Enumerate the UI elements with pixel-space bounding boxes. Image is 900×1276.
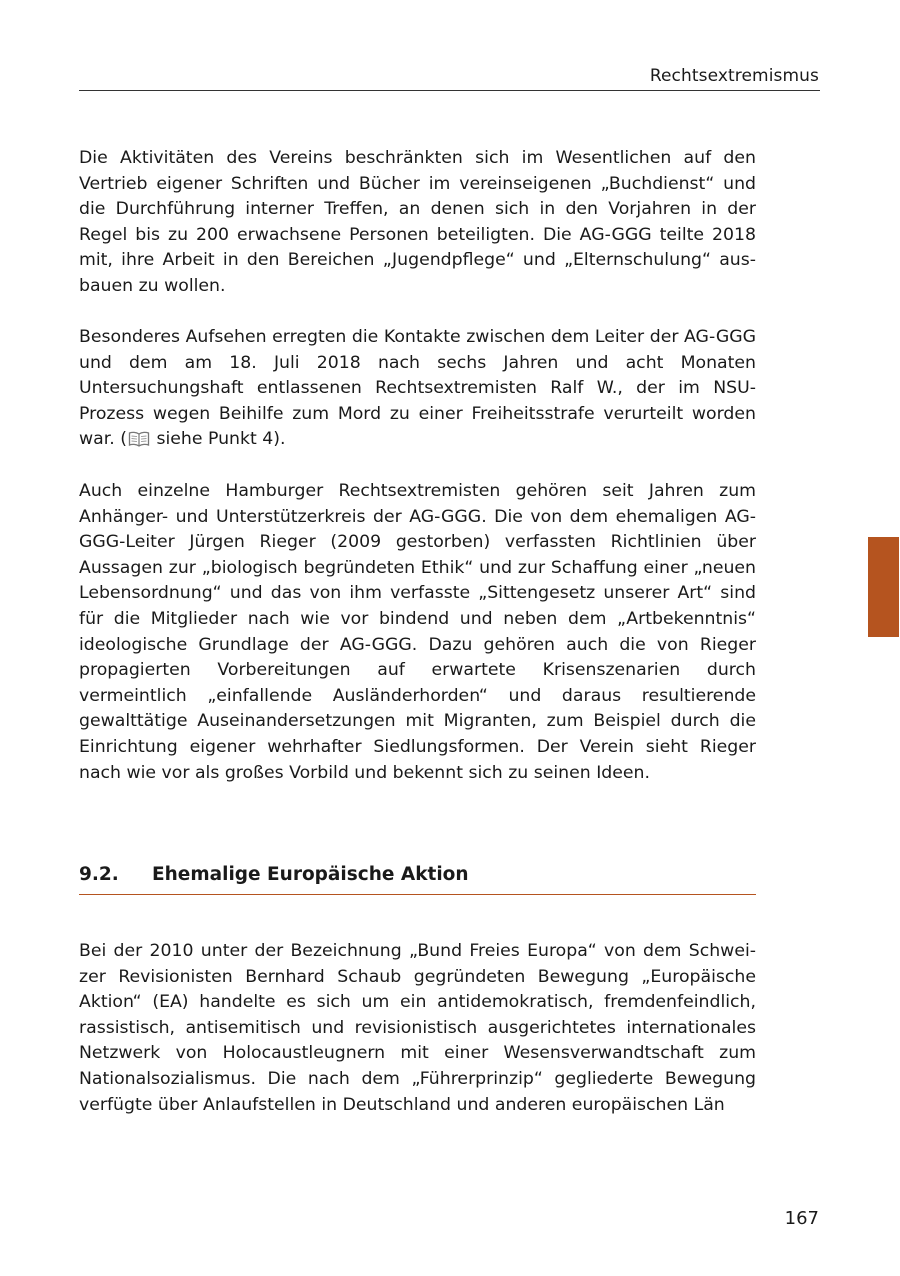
section-heading xyxy=(79,864,756,885)
page-number: 167 xyxy=(784,1208,819,1229)
running-header: Rechtsextremismus xyxy=(649,66,819,86)
paragraph-hamburg-extremists: Auch einzelne Hamburger Rechtsextremisten gehören seit Jahren zum Anhänger- und Unterstützerkreis der AG-GGG. Die von dem ehemaligen AG-GGG-Leiter Jürgen Rieger (2009 gestorben) verfassten Richtlinien über Aussagen zur „biologisch begründeten Ethik“ und zur Schaffung einer „neuen Lebensordnung“ und das von ihm verfasste „Sittengesetz unserer Art“ sind für die Mitglieder nach wie vor bindend und neben dem „Artbekenntnis“ ideologische Grundlage der AG-GGG. Dazu gehören auch die von Rieger propagierten Vorbereitungen auf erwartete Krisenszenarien durch vermeintlich „einfallende Ausländerhorden“ und daraus resultierende gewalttätige Auseinandersetzungen mit Migranten, zum Beispiel durch die Einrichtung eigener wehrhafter Siedlungsformen. Der Verein sieht Rieger nach wie vor als großes Vorbild und bekennt sich zu seinen Ideen. xyxy=(79,481,756,783)
section-number: 9.2. xyxy=(79,864,119,885)
section-title: Ehemalige Europäische Aktion xyxy=(152,864,469,885)
paragraph-contacts-reference: siehe Punkt 4). xyxy=(150,429,286,450)
paragraph-contacts-text: Besonderes Aufsehen erregten die Kontakte zwischen dem Leiter der AG-GGG und dem am 18. Juli 2018 nach sechs Jahren und acht Monaten Untersuchungshaft entlassenen Rechtsextremisten Ralf W., der im NSU-Prozess wegen Beihilfe zum Mord zu einer Freiheitsstrafe verurteilt worden war. ( xyxy=(79,327,756,450)
paragraph-contacts xyxy=(79,325,756,456)
book-icon xyxy=(128,430,150,456)
header-rule xyxy=(79,90,820,91)
paragraph-activities: Die Aktivitäten des Vereins beschränkten sich im Wesentlichen auf den Vertrieb eigener Schriften und Bücher im vereinseigenen „Buchdienst“ und die Durchführung interner Treffen, an denen sich in den Vorjahren in der Regel bis zu 200 erwachsene Personen beteiligten. Die AG-GGG teilte 2018 mit, ihre Arbeit in den Bereichen „Jugendpflege“ und „Elternschulung“ ausbauen zu wollen. xyxy=(79,148,756,296)
paragraph-european-action: Bei der 2010 unter der Bezeichnung „Bund Freies Europa“ von dem Schweizer Revisionisten Bernhard Schaub gegründeten Bewegung „Europäische Aktion“ (EA) handelte es sich um ein antidemokratisch, fremdenfeindlich, rassistisch, antisemitisch und revisionistisch ausgerichtetes internationales Netzwerk von Holocaustleugnern mit einer Wesensverwandtschaft zum Nationalsozialismus. Die nach dem „Führerprinzip“ gegliederte Bewegung verfügte über Anlaufstellen in Deutschland und anderen europäischen Län xyxy=(79,941,756,1115)
chapter-tab-marker xyxy=(868,537,899,637)
section-rule xyxy=(79,894,756,895)
